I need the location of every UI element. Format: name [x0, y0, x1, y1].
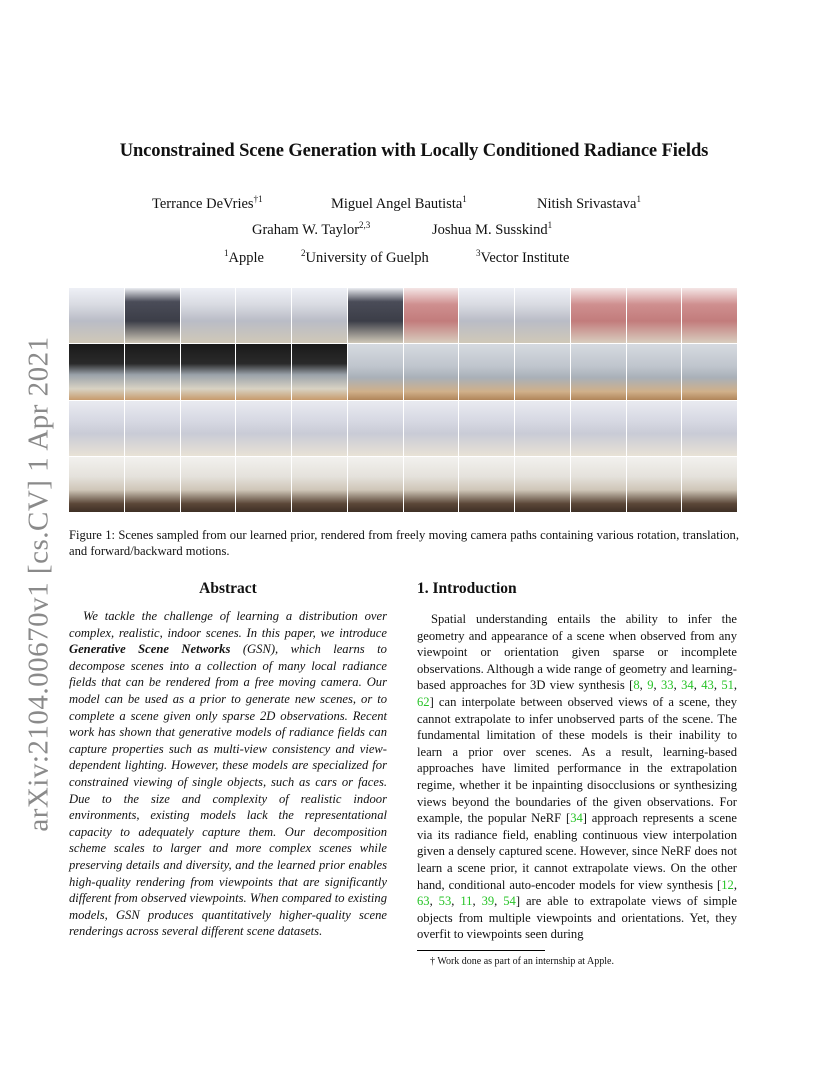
scene-thumbnail [69, 344, 124, 399]
scene-thumbnail [236, 288, 291, 343]
scene-thumbnail [515, 457, 570, 512]
scene-thumbnail [236, 401, 291, 456]
scene-thumbnail [348, 288, 403, 343]
scene-thumbnail [459, 401, 514, 456]
citation-link[interactable]: 12 [721, 877, 734, 892]
scene-thumbnail [515, 344, 570, 399]
affiliation-vector: $^3$Vector Institute [476, 248, 570, 266]
scene-thumbnail [69, 401, 124, 456]
scene-thumbnail [348, 457, 403, 512]
scene-thumbnail [404, 344, 459, 399]
paper-title: Unconstrained Scene Generation with Locally Conditioned Radiance Fields [119, 141, 709, 161]
scene-thumbnail [181, 288, 236, 343]
scene-thumbnail [459, 457, 514, 512]
scene-thumbnail [515, 288, 570, 343]
figure-1-image-grid [69, 288, 737, 512]
citation-link[interactable]: 63 [417, 894, 430, 909]
scene-thumbnail [571, 457, 626, 512]
citation-link[interactable]: 34 [681, 678, 694, 693]
abstract-heading: Abstract [199, 580, 257, 597]
author-taylor: Graham W. Taylor$^{2,3}$ [252, 220, 371, 238]
citation-link[interactable]: 39 [481, 894, 495, 909]
scene-thumbnail [682, 288, 737, 343]
scene-thumbnail [125, 401, 180, 456]
author-devries: Terrance DeVries$^{\dagger 1}$ [152, 194, 263, 212]
scene-thumbnail [236, 344, 291, 399]
scene-thumbnail [404, 457, 459, 512]
scene-thumbnail [69, 288, 124, 343]
scene-thumbnail [181, 344, 236, 399]
scene-thumbnail [181, 401, 236, 456]
scene-thumbnail [125, 344, 180, 399]
scene-thumbnail [404, 288, 459, 343]
arxiv-sidebar: arXiv:2104.00670v1 [cs.CV] 1 Apr 2021 [22, 336, 55, 832]
citation-link[interactable]: 43 [701, 678, 714, 693]
scene-thumbnail [292, 344, 347, 399]
abstract-text: We tackle the challenge of learning a distribution over complex, realistic, indoor scenes. In this paper, we introduce Generative Scene Networks (GSN), which learns to decompose scenes into a collection of many local radiance fields that can be rendered from a free moving camera. Our model can be used as a prior to generate new scenes, or to complete a scene given only sparse 2D observations. Recent work has shown that generative models of radiance fields can capture properties such as multi-view consistency and view-dependent lighting. However, these models are specialized for constrained viewing of single objects, such as cars or faces. Due to the size and complexity of realistic indoor environments, existing models lack the representational capacity to adequately capture them. Our decomposition scheme scales to larger and more complex scenes while preserving details and diversity, and the learned prior enables high-quality rendering from viewpoints that are significantly different from observed viewpoints. When compared to existing models, GSN produces quantitatively higher-quality scene renderings across several different scene datasets. [69, 609, 387, 939]
citation-link[interactable]: 53 [438, 894, 452, 909]
scene-thumbnail [571, 344, 626, 399]
scene-thumbnail [69, 457, 124, 512]
scene-thumbnail [459, 288, 514, 343]
scene-thumbnail [404, 401, 459, 456]
citation-link[interactable]: 34 [570, 811, 583, 826]
citation-link[interactable]: 33 [661, 678, 674, 693]
author-srivastava: Nitish Srivastava$^1$ [537, 194, 641, 212]
footnote-rule [417, 950, 545, 951]
author-susskind: Joshua M. Susskind$^1$ [432, 220, 553, 238]
scene-thumbnail [627, 457, 682, 512]
scene-thumbnail [292, 288, 347, 343]
introduction-heading: 1. Introduction [417, 580, 517, 597]
scene-thumbnail [292, 401, 347, 456]
scene-thumbnail [348, 344, 403, 399]
scene-thumbnail [571, 401, 626, 456]
footnote: † Work done as part of an internship at Apple. [430, 956, 614, 967]
scene-thumbnail [236, 457, 291, 512]
scene-thumbnail [627, 401, 682, 456]
citation-link[interactable]: 8 [633, 678, 640, 693]
scene-thumbnail [571, 288, 626, 343]
introduction-text: Spatial understanding entails the ability to infer the geometry and appearance of a scene when observed from any viewpoint or orientation given sparse or incomplete observations. Although a wide range of geometry and learning-based approaches for 3D view synthesis [8, 9, 33, 34, 43, 51, 62] can interpolate between observed views of a scene, they cannot extrapolate to infer unobserved parts of the scene. The fundamental limitation of these models is their inability to learn a prior over scenes. As a result, learning-based approaches have limited performance in the extrapolation regime, whether it be inpainting disocclusions or synthesizing views beyond the boundaries of the given observations. For example, the popular NeRF [34] approach represents a scene via its radiance field, enabling continuous view interpolation given a densely captured scene. However, since NeRF does not learn a scene prior, it cannot extrapolate views. On the other hand, conditional auto-encoder models for view synthesis [12, 63, 53, 11, 39, 54] are able to extrapolate views of simple objects from multiple viewpoints and orientations. Yet, they overfit to viewpoints seen during [417, 612, 738, 942]
citation-link[interactable]: 11 [460, 894, 473, 909]
scene-thumbnail [125, 457, 180, 512]
scene-thumbnail [682, 401, 737, 456]
scene-thumbnail [292, 457, 347, 512]
affiliation-apple: $^1$Apple [224, 248, 264, 266]
scene-thumbnail [348, 401, 403, 456]
scene-thumbnail [125, 288, 180, 343]
citation-link[interactable]: 9 [647, 678, 654, 693]
citation-link[interactable]: 51 [721, 678, 734, 693]
scene-thumbnail [682, 457, 737, 512]
citation-link[interactable]: 62 [417, 694, 430, 709]
scene-thumbnail [682, 344, 737, 399]
scene-thumbnail [459, 344, 514, 399]
author-bautista: Miguel Angel Bautista$^1$ [331, 194, 467, 212]
figure-caption: Figure 1: Scenes sampled from our learned prior, rendered from freely moving camera paths containing various rotation, translation, and forward/backward motions. [69, 528, 739, 558]
citation-link[interactable]: 54 [503, 894, 516, 909]
scene-thumbnail [181, 457, 236, 512]
affiliation-guelph: $^2$University of Guelph [301, 248, 429, 266]
scene-thumbnail [515, 401, 570, 456]
scene-thumbnail [627, 288, 682, 343]
scene-thumbnail [627, 344, 682, 399]
